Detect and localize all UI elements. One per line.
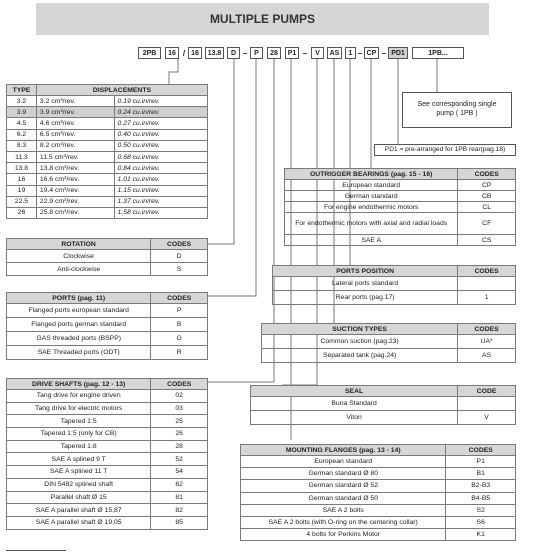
displacement-cu-cell: 1.01 cu.in/rev.: [114, 174, 207, 185]
column-header-rotation: ROTATION: [7, 239, 151, 250]
table-row: [7, 174, 208, 185]
option-label: Anti-clockwise: [7, 263, 151, 276]
option-label: SAE A 2 bolts (with O-ring on the centering collar): [241, 516, 446, 528]
code-rotation: D: [227, 47, 240, 59]
table-row: [7, 466, 208, 479]
table-row: [285, 191, 516, 202]
option-label: SAE A splined 11 T: [7, 466, 151, 479]
type-cell: 13.8: [7, 163, 37, 174]
column-header-ports-position: PORTS POSITION: [273, 266, 458, 277]
table-row: [7, 207, 208, 218]
table-row: [7, 304, 208, 318]
displacement-cu-cell: 1.15 cu.in/rev.: [114, 185, 207, 196]
code-ports: P: [250, 47, 263, 59]
option-code: CB: [458, 191, 516, 202]
displacement-cm-cell: 16.6 cm³/rev.: [36, 174, 114, 185]
table-row: [262, 349, 516, 363]
type-cell: 8.3: [7, 140, 37, 151]
option-label: DIN 5482 splined shaft: [7, 478, 151, 491]
option-label: Viton: [251, 411, 458, 425]
displacement-cu-cell: 1.58 cu.in/rev.: [114, 207, 207, 218]
displacement-cm-cell: 4.6 cm³/rev.: [36, 118, 114, 129]
option-label: European standard: [241, 456, 446, 468]
option-code: 25: [151, 415, 208, 428]
type-cell: 22.5: [7, 196, 37, 207]
option-code: P: [151, 304, 208, 318]
option-code: CL: [458, 202, 516, 213]
code-type-rear: 13.8: [205, 47, 224, 59]
option-label: Tapered 1:8: [7, 440, 151, 453]
option-code: B4-B5: [446, 492, 516, 504]
table-row: [7, 516, 208, 529]
table-row: [7, 504, 208, 517]
option-code: CP: [458, 180, 516, 191]
single-pump-note: See corresponding single pump ( 1PB ): [402, 92, 512, 128]
option-label: SAE A: [285, 235, 458, 246]
table-row: [262, 335, 516, 349]
option-code: B1: [446, 468, 516, 480]
option-label: For endothermic motors with axial and radial loads: [285, 213, 458, 235]
option-label: Common suction (pag.23): [262, 335, 458, 349]
displacement-cm-cell: 8.2 cm³/rev.: [36, 140, 114, 151]
displacements-table: [6, 84, 208, 219]
suction-types-table: [261, 323, 516, 363]
option-code: 26: [151, 428, 208, 441]
column-header-codes: CODES: [458, 169, 516, 180]
code-separator: –: [242, 48, 248, 58]
option-label: SAE A parallel shaft Ø 19,05: [7, 516, 151, 529]
option-label: Tapered 1:5 (only for CB): [7, 428, 151, 441]
displacement-cu-cell: 0.19 cu.in/rev.: [114, 96, 207, 107]
column-header-codes: CODES: [458, 324, 516, 335]
displacement-cm-cell: 19.4 cm³/rev.: [36, 185, 114, 196]
table-row: [241, 468, 516, 480]
table-row: [7, 163, 208, 174]
table-row: [285, 202, 516, 213]
table-row: [7, 478, 208, 491]
column-header-codes: CODES: [151, 293, 208, 304]
table-row: [241, 504, 516, 516]
option-code: 52: [151, 453, 208, 466]
option-code: 54: [151, 466, 208, 479]
option-code: S2: [446, 504, 516, 516]
option-code: K1: [446, 529, 516, 541]
option-label: Clockwise: [7, 250, 151, 263]
option-label: Flanged ports german standard: [7, 318, 151, 332]
table-row: [7, 415, 208, 428]
type-cell: 6.2: [7, 129, 37, 140]
code-type-mid: 16: [188, 47, 202, 59]
option-label: German standard Ø 80: [241, 468, 446, 480]
code-suction: AS: [327, 47, 342, 59]
option-label: GAS threaded ports (BSPP): [7, 332, 151, 346]
code-single-pump: 1PB...: [412, 47, 464, 59]
table-row: [241, 456, 516, 468]
type-cell: 16: [7, 174, 37, 185]
rotation-table: [6, 238, 208, 276]
table-row: [285, 180, 516, 191]
type-cell: 3.2: [7, 96, 37, 107]
option-label: Separated tank (pag.24): [262, 349, 458, 363]
option-code: V: [458, 411, 516, 425]
ports-table: [6, 292, 208, 360]
option-label: Buna Standard: [251, 397, 458, 411]
option-code: 1: [458, 291, 516, 305]
option-label: SAE Threaded ports (ODT): [7, 346, 151, 360]
displacement-cm-cell: 22.9 cm³/rev.: [36, 196, 114, 207]
displacement-cu-cell: 0.40 cu.in/rev.: [114, 129, 207, 140]
option-code: [458, 397, 516, 411]
displacement-cm-cell: 3.9 cm³/rev.: [36, 107, 114, 118]
option-code: S6: [446, 516, 516, 528]
option-label: SAE A 2 bolts: [241, 504, 446, 516]
displacement-cu-cell: 0.50 cu.in/rev.: [114, 140, 207, 151]
option-code: [458, 277, 516, 291]
displacement-cu-cell: 0.84 cu.in/rev.: [114, 163, 207, 174]
table-row: [7, 453, 208, 466]
outrigger-bearings-table: [284, 168, 516, 246]
column-header-type: TYPE: [7, 85, 37, 96]
option-label: German standard Ø 50: [241, 492, 446, 504]
table-row: [7, 196, 208, 207]
option-label: German standard: [285, 191, 458, 202]
displacement-cu-cell: 0.68 cu.in/rev.: [114, 151, 207, 162]
table-row: [273, 277, 516, 291]
table-row: [241, 516, 516, 528]
option-code: S: [151, 263, 208, 276]
column-header-suction: SUCTION TYPES: [262, 324, 458, 335]
option-code: CF: [458, 213, 516, 235]
table-row: [7, 140, 208, 151]
type-cell: 4.5: [7, 118, 37, 129]
code-mounting-flange: P1: [285, 47, 299, 59]
option-label: Tapered 1:5: [7, 415, 151, 428]
option-code: 81: [151, 491, 208, 504]
option-code: 03: [151, 402, 208, 415]
option-label: Rear ports (pag.17): [273, 291, 458, 305]
displacement-cm-cell: 11.5 cm³/rev.: [36, 151, 114, 162]
option-code: D: [151, 250, 208, 263]
option-code: G: [151, 332, 208, 346]
table-row: [7, 263, 208, 276]
ports-position-table: [272, 265, 516, 305]
code-outrigger: CP: [364, 47, 379, 59]
option-code: B2-B3: [446, 480, 516, 492]
table-row: [7, 96, 208, 107]
option-code: UA*: [458, 335, 516, 349]
code-separator: /: [182, 48, 186, 58]
option-code: 85: [151, 516, 208, 529]
type-cell: 26: [7, 207, 37, 218]
table-row: [7, 332, 208, 346]
code-pd1: PD1: [388, 47, 408, 59]
option-code: 82: [151, 504, 208, 517]
option-label: Tang drive for electric motors: [7, 402, 151, 415]
code-drive-shaft: 28: [267, 47, 281, 59]
displacement-cu-cell: 1.37 cu.in/rev.: [114, 196, 207, 207]
option-code: B: [151, 318, 208, 332]
displacement-cm-cell: 6.5 cm³/rev.: [36, 129, 114, 140]
table-row: [7, 402, 208, 415]
seal-table: [250, 385, 516, 425]
option-code: 62: [151, 478, 208, 491]
option-label: German standard Ø 52: [241, 480, 446, 492]
code-separator: –: [381, 48, 387, 58]
code-type-front: 16: [165, 47, 179, 59]
option-label: Flanged ports european standard: [7, 304, 151, 318]
displacement-cu-cell: 0.27 cu.in/rev.: [114, 118, 207, 129]
table-row: [241, 529, 516, 541]
table-row: [7, 185, 208, 196]
option-label: European standard: [285, 180, 458, 191]
table-row: [7, 428, 208, 441]
table-row: [7, 491, 208, 504]
option-label: For engine endothermic motors: [285, 202, 458, 213]
table-row: [7, 151, 208, 162]
footnote-divider: [6, 550, 66, 551]
table-row: [7, 390, 208, 403]
table-row: [7, 440, 208, 453]
option-code: R: [151, 346, 208, 360]
table-row: [273, 291, 516, 305]
table-row: [7, 118, 208, 129]
table-row: [285, 213, 516, 235]
displacement-cm-cell: 13.8 cm³/rev.: [36, 163, 114, 174]
code-series: 2PB: [138, 47, 161, 59]
table-row: [251, 411, 516, 425]
pd1-note: PD1 = pre-arranged for 1PB rear(pag.18): [374, 144, 516, 156]
type-cell: 3.9: [7, 107, 37, 118]
column-header-code: CODE: [458, 386, 516, 397]
page-title: MULTIPLE PUMPS: [36, 3, 489, 35]
code-separator: –: [357, 48, 363, 58]
option-label: SAE A splined 9 T: [7, 453, 151, 466]
column-header-outrigger: OUTRIGGER BEARINGS (pag. 15 - 16): [285, 169, 458, 180]
option-code: CS: [458, 235, 516, 246]
column-header-mounting: MOUNTING FLANGES (pag. 13 - 14): [241, 445, 446, 456]
column-header-codes: CODES: [458, 266, 516, 277]
code-seal: V: [311, 47, 324, 59]
option-label: Lateral ports standard: [273, 277, 458, 291]
option-code: 28: [151, 440, 208, 453]
code-separator: –: [302, 48, 308, 58]
option-label: Tang drive for engine driven: [7, 390, 151, 403]
option-label: SAE A parallel shaft Ø 15,87: [7, 504, 151, 517]
table-row: [251, 397, 516, 411]
displacement-cm-cell: 3.2 cm³/rev.: [36, 96, 114, 107]
table-row: [7, 129, 208, 140]
option-code: P1: [446, 456, 516, 468]
displacement-cm-cell: 25.8 cm³/rev.: [36, 207, 114, 218]
option-label: 4 bolts for Perkins Motor: [241, 529, 446, 541]
column-header-displacements: DISPLACEMENTS: [36, 85, 207, 96]
option-code: AS: [458, 349, 516, 363]
column-header-drive-shafts: DRIVE SHAFTS (pag. 12 - 13): [7, 379, 151, 390]
type-cell: 19: [7, 185, 37, 196]
option-code: 02: [151, 390, 208, 403]
column-header-ports: PORTS (pag. 11): [7, 293, 151, 304]
drive-shafts-table: [6, 378, 208, 530]
table-row: [241, 480, 516, 492]
table-row: [285, 235, 516, 246]
displacement-cu-cell: 0.24 cu.in/rev.: [114, 107, 207, 118]
column-header-codes: CODES: [151, 239, 208, 250]
table-row: [241, 492, 516, 504]
type-cell: 11.3: [7, 151, 37, 162]
column-header-codes: CODES: [151, 379, 208, 390]
mounting-flanges-table: [240, 444, 516, 541]
table-row: [7, 107, 208, 118]
option-label: Parallel shaft Ø 15: [7, 491, 151, 504]
table-row: [7, 250, 208, 263]
table-row: [7, 346, 208, 360]
column-header-seal: SEAL: [251, 386, 458, 397]
column-header-codes: CODES: [446, 445, 516, 456]
code-ports-position: 1: [345, 47, 356, 59]
table-row: [7, 318, 208, 332]
